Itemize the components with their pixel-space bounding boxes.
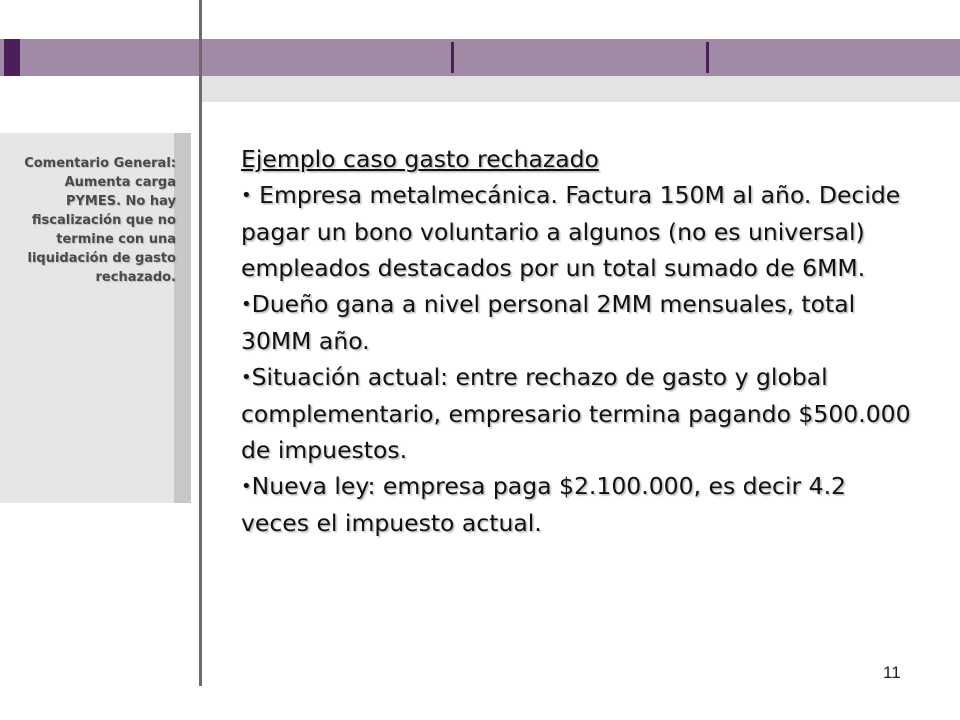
header-tick-left xyxy=(451,42,454,73)
header-tick-right xyxy=(706,42,709,73)
sidebar-strip xyxy=(174,133,191,503)
bullet-item: •Nueva ley: empresa paga $2.100.000, es decir 4.2 veces el impuesto actual. xyxy=(241,472,846,537)
bullet-item: •Situación actual: entre rechazo de gasto y global complementario, empresario termina pagando $500.000 de impuestos. xyxy=(241,363,911,464)
bullet-item: •Dueño gana a nivel personal 2MM mensuales, total 30MM año. xyxy=(241,290,856,355)
bullet-icon: • xyxy=(241,294,252,315)
slide-title: Ejemplo caso gasto rechazado xyxy=(241,145,599,173)
sidebar-comment: Comentario General: Aumenta carga PYMES. No hay fiscalización que no termine con una liquidación de gasto rechazado. xyxy=(24,156,176,285)
bullet-icon: • xyxy=(241,185,252,206)
subheader-band xyxy=(202,76,960,102)
bullet-icon: • xyxy=(241,476,252,497)
bullet-item: • Empresa metalmecánica. Factura 150M al año. Decide pagar un bono voluntario a algunos (no es universal) empleados destacados por un total sumado de 6MM. xyxy=(241,181,901,282)
slide-content xyxy=(241,141,921,541)
page-number: 11 xyxy=(883,663,901,682)
vertical-divider xyxy=(199,0,202,686)
bullet-icon: • xyxy=(241,367,252,388)
header-accent-block xyxy=(0,39,20,76)
header-band xyxy=(0,39,960,76)
